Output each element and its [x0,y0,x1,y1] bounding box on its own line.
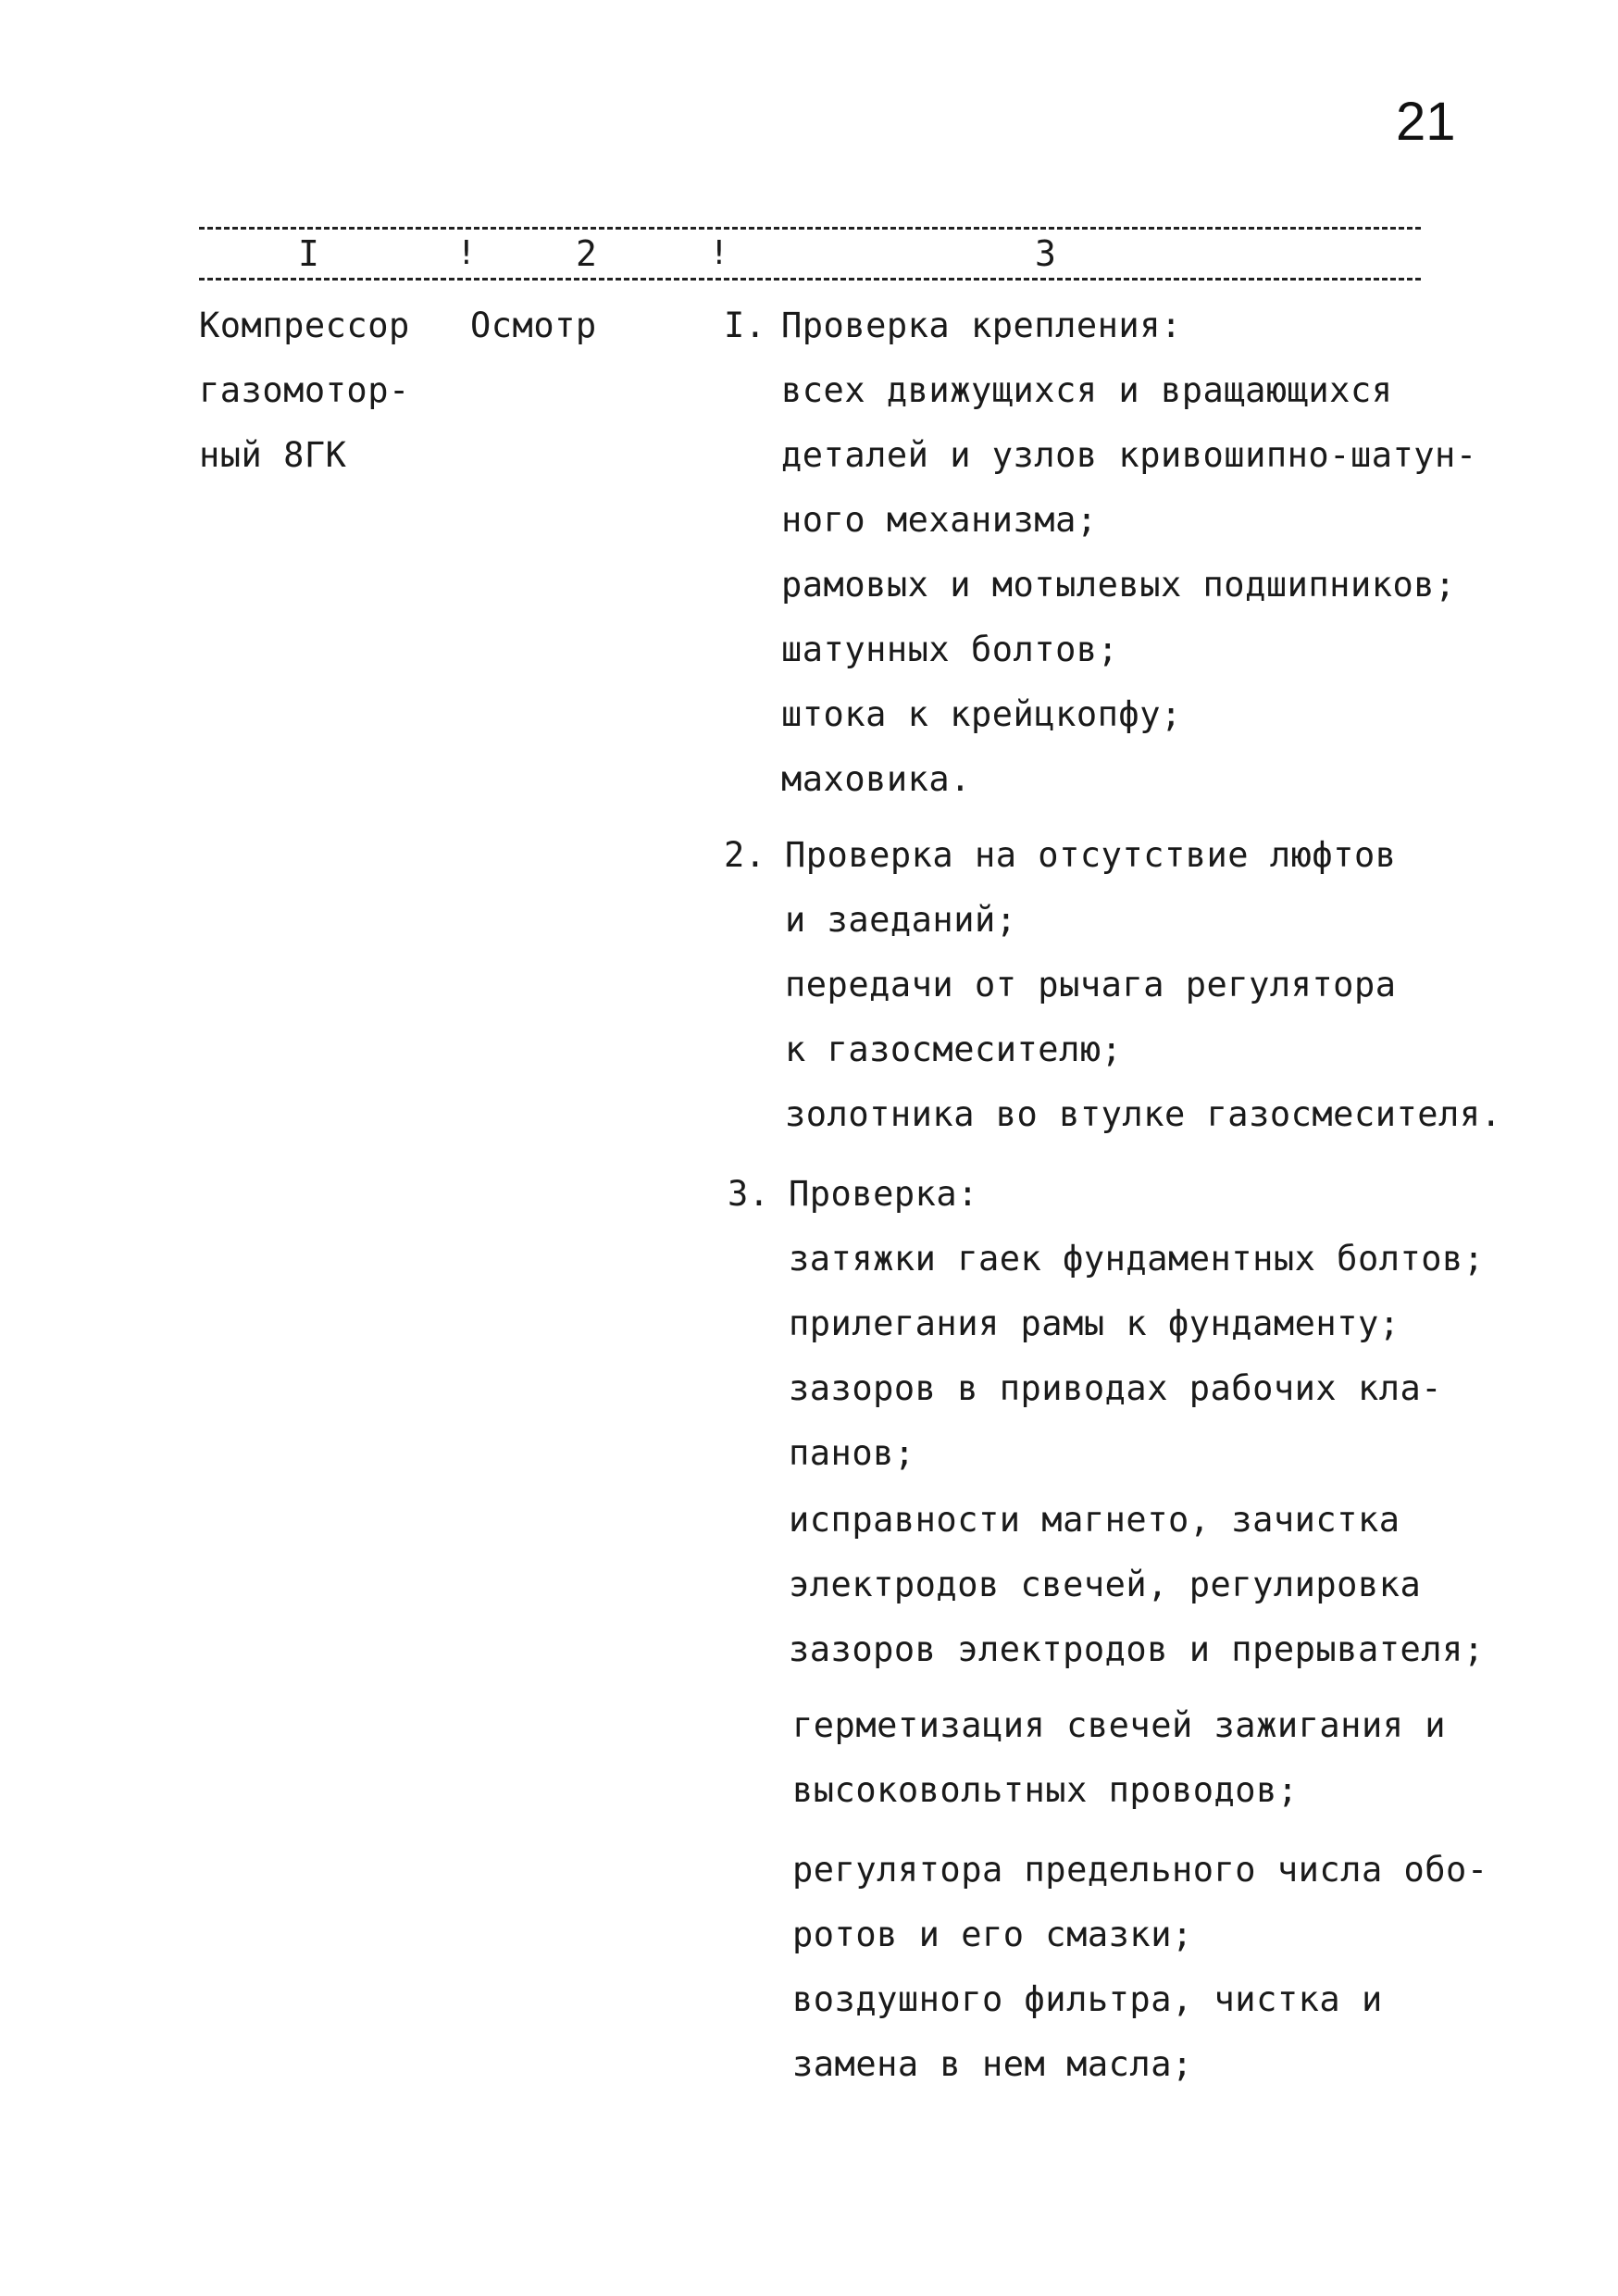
item-line: всех движущихся и вращающихся [781,370,1393,410]
item-line: прилегания рамы к фундаменту; [789,1304,1400,1343]
item-line: ного механизма; [781,500,1098,540]
column-1-number: I [298,233,319,274]
item-line: панов; [789,1433,915,1473]
item-line: и заеданий; [785,900,1017,940]
equipment-name-line: Компрессор [199,306,410,345]
header-bottom-rule [199,278,1421,281]
page-number: 21 [1396,92,1456,152]
item-line: воздушного фильтра, чистка и [792,1979,1383,2019]
item-line: исправности магнето, зачистка [789,1500,1400,1540]
item-line: шатунных болтов; [781,630,1119,669]
item-title: Проверка крепления: [781,306,1182,345]
item-line: золотника во втулке газосмесителя. [785,1094,1502,1134]
item-line: ротов и его смазки; [792,1915,1193,1954]
item-title: Проверка: [789,1174,978,1214]
item-line: зазоров в приводах рабочих кла- [789,1368,1443,1408]
equipment-name-line: газомотор- [199,370,410,410]
item-number: 2. [724,835,766,875]
item-line: штока к крейцкопфу; [781,694,1182,734]
item-line: регулятора предельного числа обо- [792,1850,1488,1890]
column-separator: ! [709,234,729,272]
column-separator: ! [456,234,477,272]
item-line: высоковольтных проводов; [792,1770,1299,1810]
item-line: зазоров электродов и прерывателя; [789,1629,1485,1669]
column-2-number: 2 [576,233,597,274]
item-line: затяжки гаек фундаментных болтов; [789,1239,1485,1279]
item-line: к газосмесителю; [785,1029,1123,1069]
item-line: деталей и узлов кривошипно-шатун- [781,435,1477,475]
item-line: электродов свечей, регулировка [789,1565,1422,1604]
item-line: передачи от рычага регулятора [785,965,1397,1004]
work-type: Осмотр [470,306,597,345]
item-title: Проверка на отсутствие люфтов [785,835,1397,875]
item-line: замена в нем масла; [792,2044,1193,2084]
item-line: герметизация свечей зажигания и [792,1705,1447,1745]
equipment-name-line: ный 8ГК [199,435,347,475]
item-number: I. [724,306,766,345]
item-line: рамовых и мотылевых подшипников; [781,565,1456,605]
item-line: маховика. [781,759,971,799]
column-3-number: 3 [1035,233,1056,274]
header-top-rule [199,227,1421,230]
item-number: 3. [728,1174,770,1214]
